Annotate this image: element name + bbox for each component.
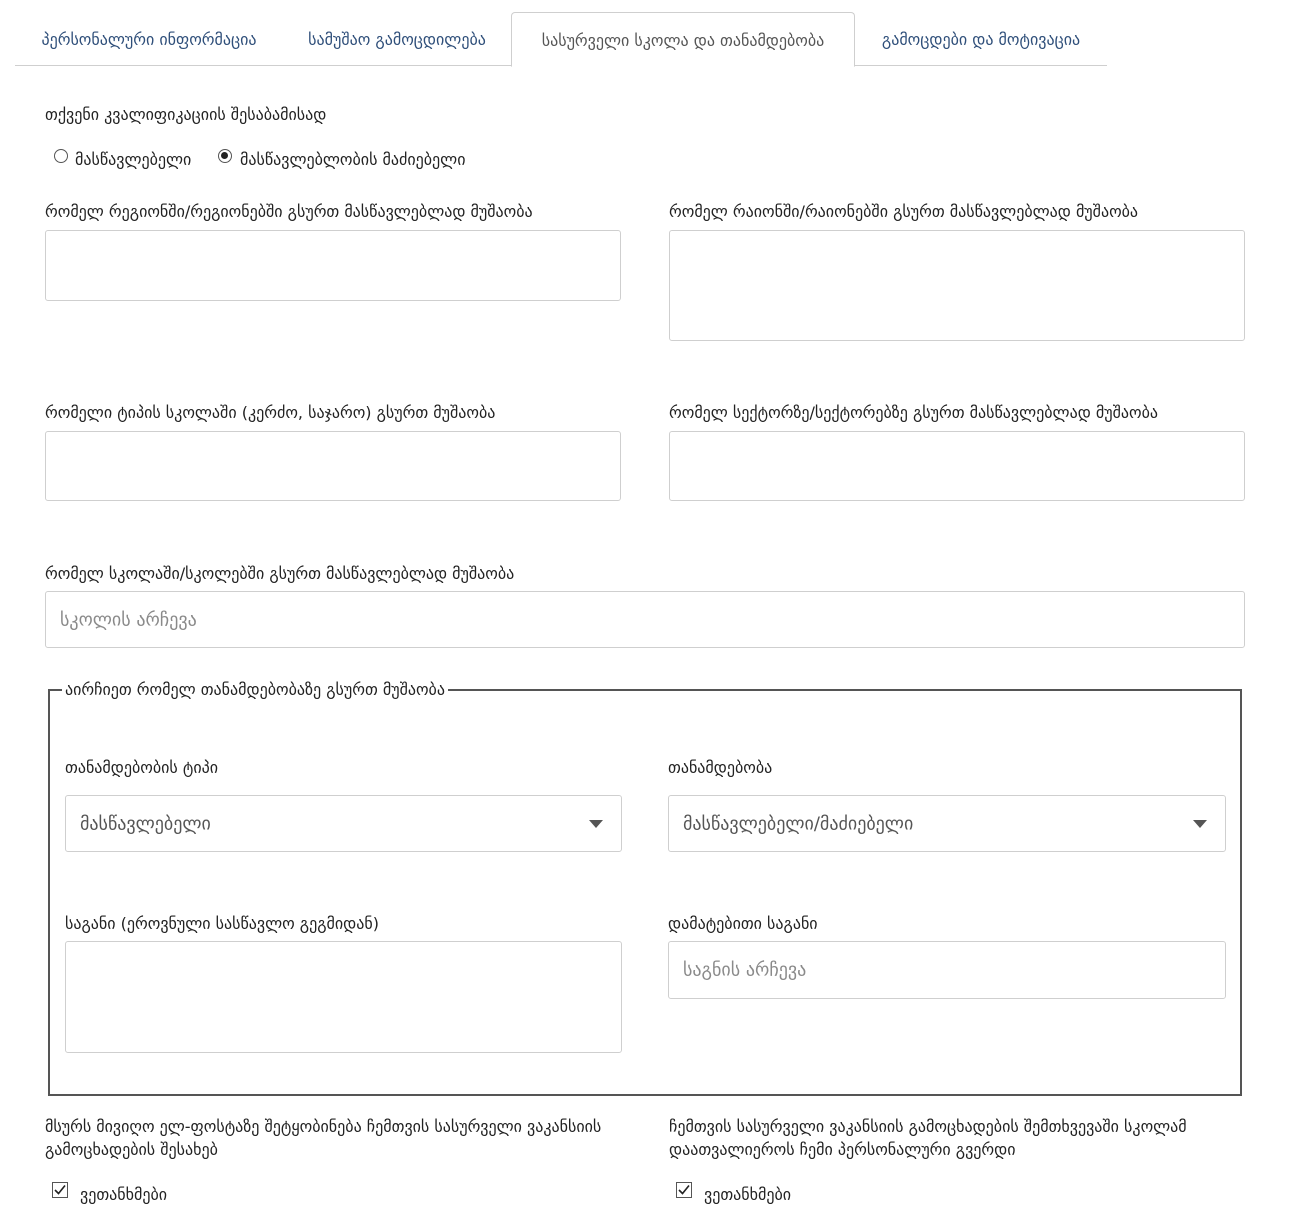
regions-input[interactable] — [45, 230, 621, 301]
position-label: თანამდებობა — [668, 758, 773, 777]
consent-email-checkbox[interactable] — [52, 1182, 68, 1198]
radio-teacher-seeker-label: მასწავლებლობის მაძიებელი — [240, 150, 466, 169]
consent-profile-checkbox-label: ვეთანხმები — [704, 1185, 792, 1204]
sectors-input[interactable] — [669, 431, 1245, 501]
districts-input[interactable] — [669, 230, 1245, 341]
districts-label: რომელ რაიონში/რაიონებში გსურთ მასწავლებლად მუშაობა — [669, 202, 1139, 221]
sectors-label: რომელ სექტორზე/სექტორებზე გსურთ მასწავლებლად მუშაობა — [669, 403, 1158, 422]
tab-exams-motivation[interactable]: გამოცდები და მოტივაცია — [881, 30, 1081, 49]
position-value: მასწავლებელი/მაძიებელი — [683, 813, 914, 834]
position-type-label: თანამდებობის ტიპი — [65, 758, 219, 777]
position-select[interactable] — [668, 795, 1226, 852]
tab-work-experience[interactable]: სამუშაო გამოცდილება — [308, 30, 486, 49]
schools-placeholder: სკოლის არჩევა — [60, 609, 197, 630]
consent-profile-checkbox[interactable] — [676, 1182, 692, 1198]
radio-teacher-seeker[interactable] — [218, 149, 232, 163]
extra-subject-placeholder: საგნის არჩევა — [683, 959, 807, 981]
check-icon — [677, 1183, 691, 1197]
subject-input[interactable] — [65, 941, 622, 1053]
position-type-value: მასწავლებელი — [80, 813, 211, 834]
caret-down-icon — [589, 820, 603, 828]
tab-personal-info[interactable]: პერსონალური ინფორმაცია — [41, 30, 257, 49]
consent-profile-text: ჩემთვის სასურველი ვაკანსიის გამოცხადების შემთხვევაში სკოლამ დაათვალიეროს ჩემი პერსონალური გვერდი — [669, 1117, 1187, 1159]
radio-teacher-label: მასწავლებელი — [75, 150, 192, 169]
radio-selected-dot — [221, 152, 228, 159]
schools-select[interactable] — [45, 591, 1245, 648]
check-icon — [53, 1183, 67, 1197]
position-type-select[interactable] — [65, 795, 622, 852]
qualification-title: თქვენი კვალიფიკაციის შესაბამისად — [45, 105, 327, 124]
caret-down-icon — [1193, 820, 1207, 828]
tab-desired-school-position[interactable]: სასურველი სკოლა და თანამდებობა — [511, 12, 855, 67]
extra-subject-label: დამატებითი საგანი — [668, 914, 818, 933]
tab-bar — [15, 12, 1107, 66]
school-type-input[interactable] — [45, 431, 621, 501]
schools-label: რომელ სკოლაში/სკოლებში გსურთ მასწავლებლად მუშაობა — [45, 564, 515, 583]
consent-email-text: მსურს მივიღო ელ-ფოსტაზე შეტყობინება ჩემთვის სასურველი ვაკანსიის გამოცხადების შესახებ — [45, 1117, 602, 1159]
position-legend: აირჩიეთ რომელ თანამდებობაზე გსურთ მუშაობა — [65, 680, 445, 699]
school-type-label: რომელი ტიპის სკოლაში (კერძო, საჯარო) გსურთ მუშაობა — [45, 403, 496, 422]
consent-email-checkbox-label: ვეთანხმები — [80, 1185, 168, 1204]
subject-label: საგანი (ეროვნული სასწავლო გეგმიდან) — [65, 914, 379, 933]
radio-teacher[interactable] — [54, 149, 68, 163]
regions-label: რომელ რეგიონში/რეგიონებში გსურთ მასწავლებლად მუშაობა — [45, 202, 533, 221]
extra-subject-select[interactable] — [668, 941, 1226, 999]
